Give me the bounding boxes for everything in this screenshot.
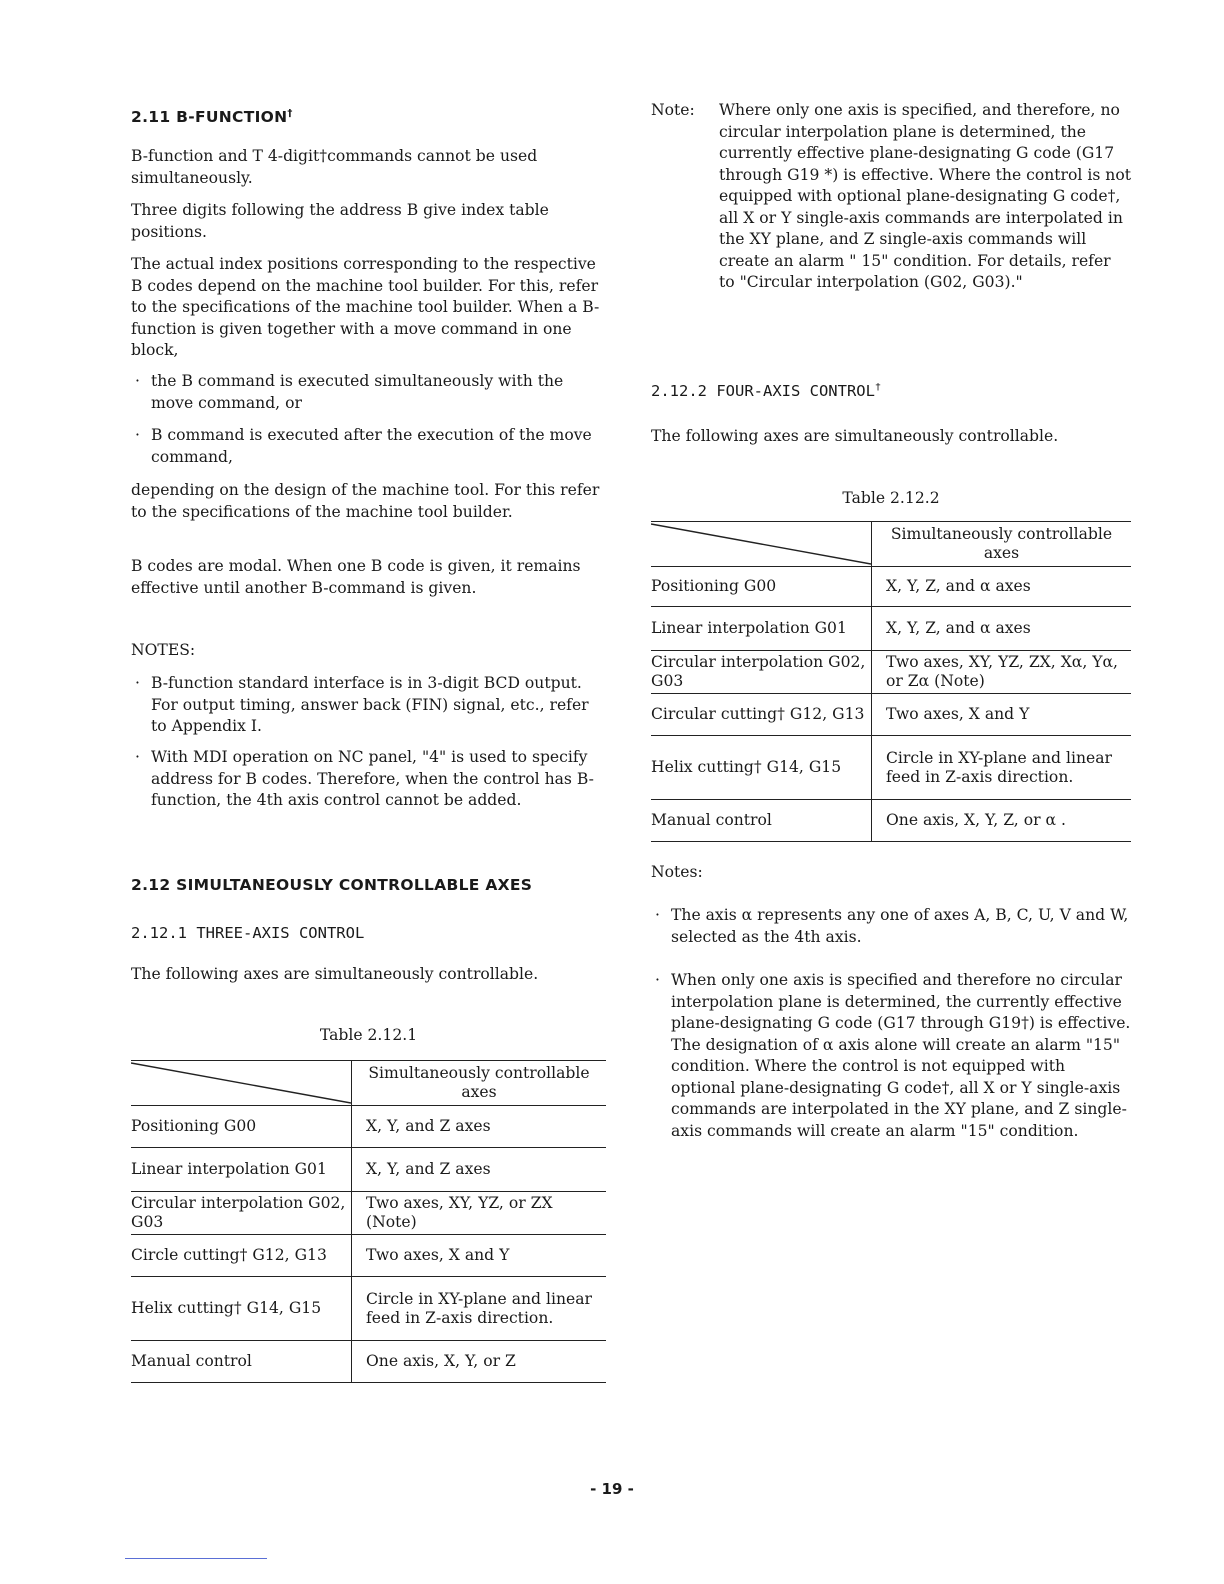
note-label: Note: [651, 101, 695, 119]
table-row [131, 1341, 606, 1383]
table-row [651, 800, 1131, 842]
table-row [651, 651, 1131, 694]
cell-command: Circular interpolation G02, G03 [651, 651, 872, 694]
header-diagonal-cell [651, 522, 872, 567]
section-heading-b-function: 2.11 B-FUNCTION† [131, 108, 293, 127]
cell-command: Circle cutting† G12, G13 [131, 1235, 352, 1277]
table-header-row [651, 522, 1131, 567]
cell-command: Positioning G00 [131, 1106, 352, 1148]
cell-command: Circular interpolation G02, G03 [131, 1192, 352, 1235]
paragraph-four-axis-intro: The following axes are simultaneously controllable. [651, 427, 1059, 445]
note-alpha-axis: · The axis α represents any one of axes A, B, C, U, V and W, selected as the 4th axis. [651, 905, 1131, 948]
cell-axes: Circle in XY-plane and linear feed in Z-axis direction. [352, 1277, 607, 1341]
notes-label: Notes: [651, 863, 703, 881]
cell-axes: Two axes, X and Y [872, 694, 1132, 736]
note-single-axis: · When only one axis is specified and therefore no circular interpolation plane is determined, the currently effective plane-designating G code (G17 through G19†) is effective. The designation of α axis alone will create an alarm "15" condition. Where the control is not equipped with optional plane-designating G code†, all X or Y single-axis commands are interpolated in the XY plane, and Z single-axis commands will create an alarm "15" condition. [651, 970, 1131, 1142]
cell-axes: One axis, X, Y, or Z [352, 1341, 607, 1383]
diagonal-line [651, 522, 871, 566]
subsection-four-axis: 2.12.2 FOUR-AXIS CONTROL† [651, 382, 881, 401]
table-row [651, 694, 1131, 736]
cell-axes: Two axes, XY, YZ, or ZX (Note) [352, 1192, 607, 1235]
cell-command: Manual control [651, 800, 872, 842]
cell-axes: One axis, X, Y, Z, or α . [872, 800, 1132, 842]
cell-axes: X, Y, and Z axes [352, 1148, 607, 1192]
notes-label: NOTES: [131, 641, 196, 659]
cell-command: Positioning G00 [651, 567, 872, 607]
cell-command: Helix cutting† G14, G15 [651, 736, 872, 800]
cell-axes: X, Y, Z, and α axes [872, 567, 1132, 607]
page-number: - 19 - [590, 1480, 634, 1498]
cell-axes: Two axes, XY, YZ, ZX, Xα, Yα, or Zα (Note) [872, 651, 1132, 694]
table-row [131, 1192, 606, 1235]
section-heading-axes: 2.12 SIMULTANEOUSLY CONTROLLABLE AXES [131, 876, 533, 894]
header-cell: Simultaneously controllable axes [872, 522, 1132, 567]
cell-axes: Two axes, X and Y [352, 1235, 607, 1277]
paragraph-modal: B codes are modal. When one B code is given, it remains effective until another B-command is given. [131, 557, 581, 597]
table-three-axis [131, 1060, 606, 1383]
table-row [131, 1235, 606, 1277]
table-four-axis [651, 521, 1131, 842]
header-cell: Simultaneously controllable axes [352, 1061, 607, 1106]
cell-command: Circular cutting† G12, G13 [651, 694, 872, 736]
bullet-after-execution: · B command is executed after the execution of the move command, [131, 425, 606, 468]
cell-axes: X, Y, and Z axes [352, 1106, 607, 1148]
note-bcd-interface: · B-function standard interface is in 3-digit BCD output. For output timing, answer back (FIN) signal, etc., refer to Appendix I. [131, 673, 606, 738]
header-diagonal-cell [131, 1061, 352, 1106]
table-caption-2-12-1: Table 2.12.1 [319, 1026, 418, 1044]
table-row [651, 567, 1131, 607]
paragraph-index-positions: Three digits following the address B give index table positions. [131, 201, 549, 241]
paragraph-three-axis-intro: The following axes are simultaneously controllable. [131, 965, 539, 983]
note-mdi-operation: · With MDI operation on NC panel, "4" is used to specify address for B codes. Therefore, when the control has B-function, the 4th axis control cannot be added. [131, 747, 606, 812]
table-row [131, 1148, 606, 1192]
table-row [651, 736, 1131, 800]
cell-command: Manual control [131, 1341, 352, 1383]
cell-command: Linear interpolation G01 [131, 1148, 352, 1192]
table-caption-2-12-2: Table 2.12.2 [842, 489, 940, 507]
cell-command: Helix cutting† G14, G15 [131, 1277, 352, 1341]
subsection-three-axis: 2.12.1 THREE-AXIS CONTROL [131, 924, 365, 942]
cell-axes: Circle in XY-plane and linear feed in Z-axis direction. [872, 736, 1132, 800]
cell-axes: X, Y, Z, and α axes [872, 607, 1132, 651]
footer-rule [125, 1558, 267, 1559]
paragraph-machine-design: depending on the design of the machine tool. For this refer to the specifications of the machine tool builder. [131, 481, 600, 521]
table-row [131, 1106, 606, 1148]
note-text: Where only one axis is specified, and therefore, no circular interpolation plane is determined, the currently effective plane-designating G code (G17 through G19 *) is effective. Where the control is not equipped with optional plane-designating G code†, all X or Y single-axis commands are interpolated in the XY plane, and Z single-axis commands will create an alarm " 15" condition. For details, refer to "Circular interpolation (G02, G03)." [719, 101, 1131, 291]
cell-command: Linear interpolation G01 [651, 607, 872, 651]
table-row [651, 607, 1131, 651]
table-header-row [131, 1061, 606, 1106]
table-row [131, 1277, 606, 1341]
paragraph-actual-index: The actual index positions corresponding to the respective B codes depend on the machine tool builder. For this, refer to the specifications of the machine tool builder. When a B-function is given together with a move command in one block, [131, 255, 600, 359]
bullet-simultaneous: · the B command is executed simultaneously with the move command, or [131, 371, 606, 414]
paragraph-b-t-exclusive: B-function and T 4-digit†commands cannot be used simultaneously. [131, 147, 538, 187]
diagonal-line [131, 1061, 351, 1105]
